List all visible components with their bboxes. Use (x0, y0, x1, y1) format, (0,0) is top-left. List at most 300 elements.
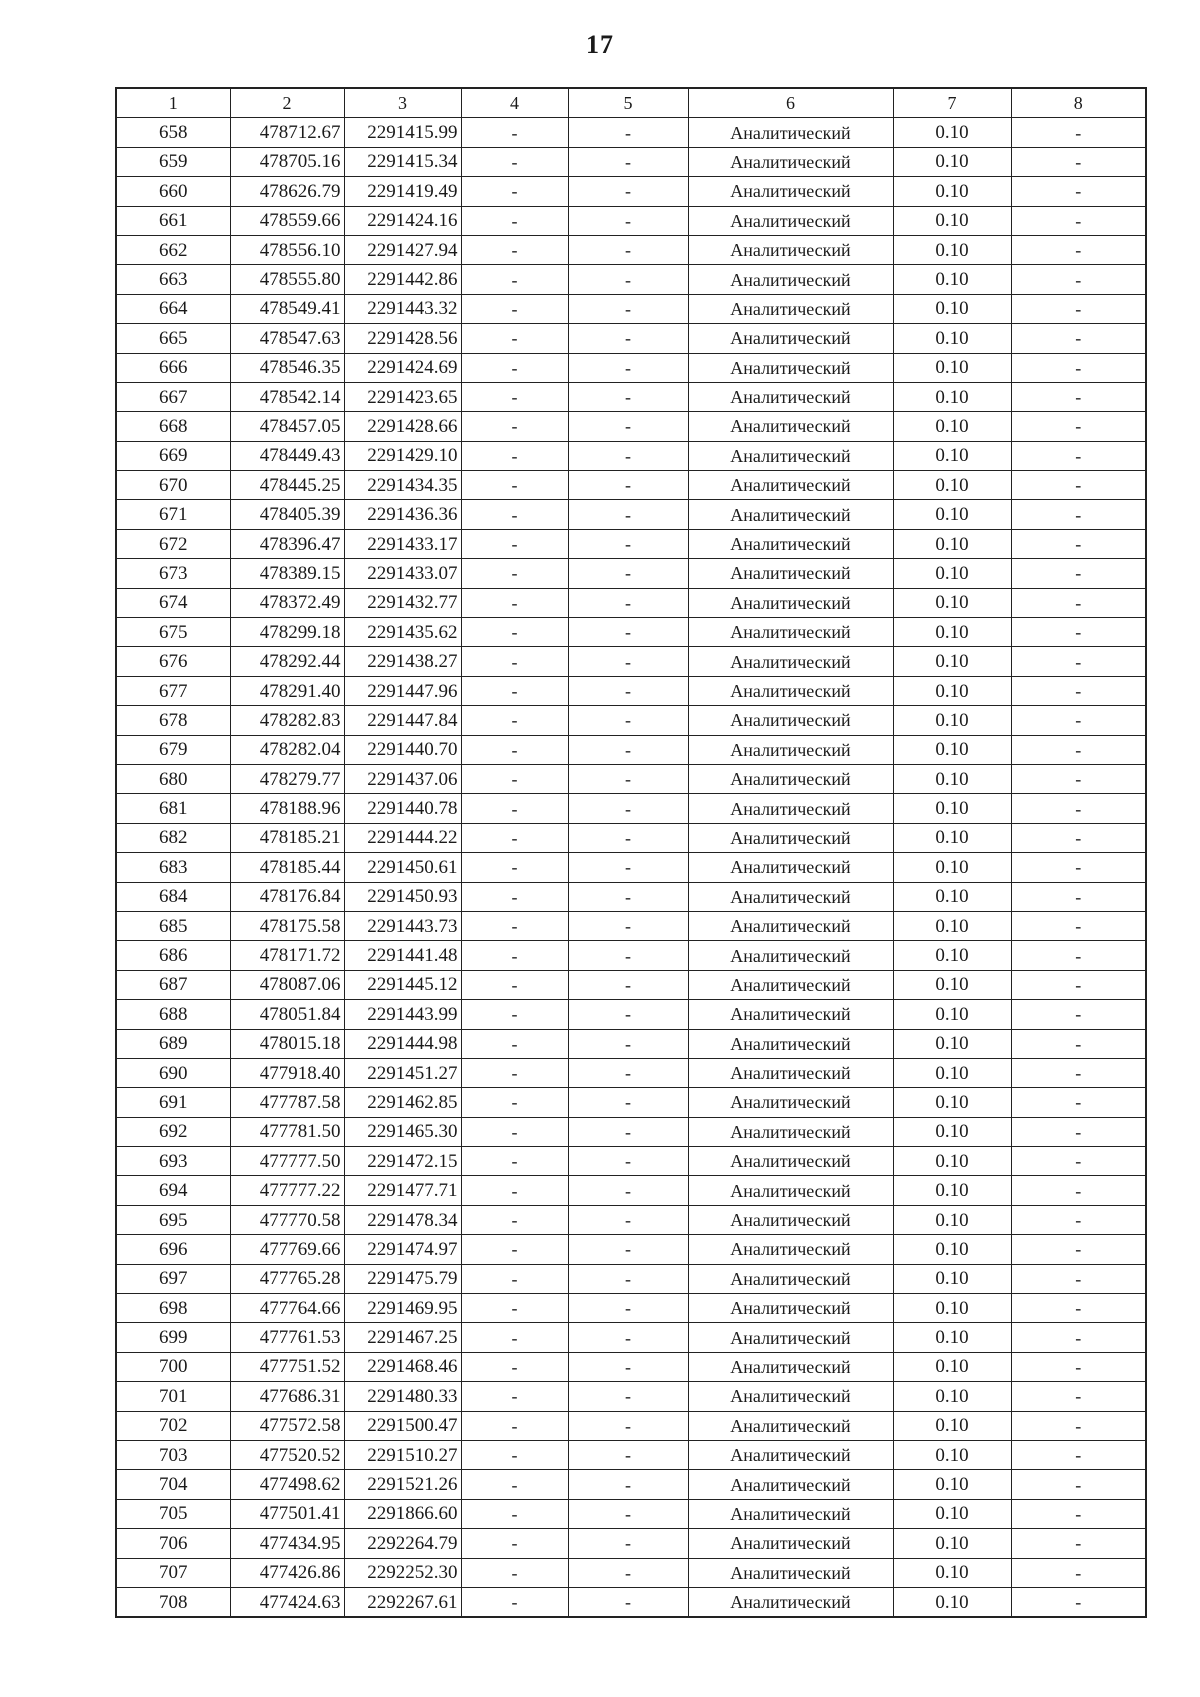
cell-accuracy: 0.10 (893, 823, 1011, 852)
cell-method: Аналитический (688, 529, 893, 558)
cell-method: Аналитический (688, 1558, 893, 1587)
table-row (116, 1205, 1146, 1234)
cell-y-coordinate: 2292264.79 (344, 1529, 461, 1558)
table-row (116, 1147, 1146, 1176)
table-row (116, 676, 1146, 705)
cell-col-8: - (1011, 1205, 1146, 1234)
cell-col-5: - (568, 970, 688, 999)
cell-col-5: - (568, 206, 688, 235)
cell-col-8: - (1011, 588, 1146, 617)
cell-col-5: - (568, 529, 688, 558)
cell-y-coordinate: 2291432.77 (344, 588, 461, 617)
cell-y-coordinate: 2291415.34 (344, 147, 461, 176)
cell-x-coordinate: 478087.06 (230, 970, 344, 999)
cell-accuracy: 0.10 (893, 853, 1011, 882)
cell-method: Аналитический (688, 794, 893, 823)
cell-col-5: - (568, 177, 688, 206)
cell-point-number: 705 (116, 1499, 230, 1528)
cell-y-coordinate: 2291462.85 (344, 1088, 461, 1117)
cell-col-4: - (461, 794, 568, 823)
cell-y-coordinate: 2291866.60 (344, 1499, 461, 1528)
cell-col-4: - (461, 412, 568, 441)
cell-col-5: - (568, 882, 688, 911)
table-row (116, 441, 1146, 470)
table-row (116, 735, 1146, 764)
cell-col-8: - (1011, 853, 1146, 882)
cell-col-8: - (1011, 559, 1146, 588)
cell-col-4: - (461, 559, 568, 588)
cell-x-coordinate: 478015.18 (230, 1029, 344, 1058)
cell-point-number: 699 (116, 1323, 230, 1352)
cell-accuracy: 0.10 (893, 735, 1011, 764)
cell-x-coordinate: 477424.63 (230, 1587, 344, 1617)
cell-accuracy: 0.10 (893, 1558, 1011, 1587)
cell-col-8: - (1011, 970, 1146, 999)
cell-point-number: 660 (116, 177, 230, 206)
cell-col-4: - (461, 1000, 568, 1029)
cell-col-4: - (461, 1587, 568, 1617)
cell-x-coordinate: 477426.86 (230, 1558, 344, 1587)
cell-col-5: - (568, 588, 688, 617)
cell-point-number: 671 (116, 500, 230, 529)
cell-accuracy: 0.10 (893, 1029, 1011, 1058)
cell-y-coordinate: 2291424.69 (344, 353, 461, 382)
cell-x-coordinate: 478449.43 (230, 441, 344, 470)
column-header-6: 6 (688, 88, 893, 118)
table-row (116, 764, 1146, 793)
cell-point-number: 694 (116, 1176, 230, 1205)
cell-accuracy: 0.10 (893, 471, 1011, 500)
table-row (116, 1117, 1146, 1146)
cell-accuracy: 0.10 (893, 382, 1011, 411)
cell-method: Аналитический (688, 559, 893, 588)
cell-col-8: - (1011, 1323, 1146, 1352)
cell-point-number: 692 (116, 1117, 230, 1146)
table-row (116, 1029, 1146, 1058)
cell-y-coordinate: 2292267.61 (344, 1587, 461, 1617)
table-row (116, 706, 1146, 735)
cell-y-coordinate: 2291428.66 (344, 412, 461, 441)
cell-point-number: 668 (116, 412, 230, 441)
cell-col-8: - (1011, 206, 1146, 235)
cell-point-number: 686 (116, 941, 230, 970)
table-row (116, 235, 1146, 264)
cell-method: Аналитический (688, 1147, 893, 1176)
cell-method: Аналитический (688, 735, 893, 764)
cell-col-8: - (1011, 911, 1146, 940)
cell-point-number: 706 (116, 1529, 230, 1558)
cell-col-4: - (461, 324, 568, 353)
cell-x-coordinate: 477918.40 (230, 1058, 344, 1087)
table-row (116, 1000, 1146, 1029)
cell-method: Аналитический (688, 941, 893, 970)
cell-col-4: - (461, 1147, 568, 1176)
cell-accuracy: 0.10 (893, 1235, 1011, 1264)
cell-y-coordinate: 2291444.22 (344, 823, 461, 852)
cell-y-coordinate: 2291475.79 (344, 1264, 461, 1293)
table-row (116, 529, 1146, 558)
cell-point-number: 681 (116, 794, 230, 823)
cell-col-5: - (568, 1529, 688, 1558)
table-row (116, 500, 1146, 529)
cell-y-coordinate: 2291437.06 (344, 764, 461, 793)
table-row (116, 353, 1146, 382)
cell-point-number: 672 (116, 529, 230, 558)
cell-accuracy: 0.10 (893, 676, 1011, 705)
cell-point-number: 701 (116, 1382, 230, 1411)
cell-method: Аналитический (688, 853, 893, 882)
cell-y-coordinate: 2291447.84 (344, 706, 461, 735)
cell-col-4: - (461, 206, 568, 235)
cell-col-5: - (568, 294, 688, 323)
cell-y-coordinate: 2291429.10 (344, 441, 461, 470)
cell-col-4: - (461, 970, 568, 999)
cell-col-4: - (461, 235, 568, 264)
cell-accuracy: 0.10 (893, 1264, 1011, 1293)
cell-method: Аналитический (688, 206, 893, 235)
cell-method: Аналитический (688, 471, 893, 500)
cell-col-4: - (461, 1294, 568, 1323)
cell-col-8: - (1011, 177, 1146, 206)
cell-x-coordinate: 478282.04 (230, 735, 344, 764)
cell-x-coordinate: 478445.25 (230, 471, 344, 500)
cell-method: Аналитический (688, 1117, 893, 1146)
cell-accuracy: 0.10 (893, 500, 1011, 529)
table-row (116, 1587, 1146, 1617)
cell-method: Аналитический (688, 1176, 893, 1205)
cell-y-coordinate: 2291443.99 (344, 1000, 461, 1029)
cell-y-coordinate: 2291424.16 (344, 206, 461, 235)
cell-accuracy: 0.10 (893, 1147, 1011, 1176)
table-row (116, 559, 1146, 588)
cell-col-4: - (461, 1558, 568, 1587)
cell-method: Аналитический (688, 676, 893, 705)
cell-col-5: - (568, 1499, 688, 1528)
cell-col-4: - (461, 735, 568, 764)
cell-point-number: 658 (116, 118, 230, 147)
cell-col-5: - (568, 1411, 688, 1440)
cell-col-5: - (568, 735, 688, 764)
cell-y-coordinate: 2291465.30 (344, 1117, 461, 1146)
cell-accuracy: 0.10 (893, 794, 1011, 823)
cell-method: Аналитический (688, 177, 893, 206)
cell-col-5: - (568, 1029, 688, 1058)
cell-col-4: - (461, 471, 568, 500)
cell-x-coordinate: 477770.58 (230, 1205, 344, 1234)
cell-col-8: - (1011, 735, 1146, 764)
cell-col-8: - (1011, 471, 1146, 500)
cell-y-coordinate: 2291428.56 (344, 324, 461, 353)
cell-col-5: - (568, 764, 688, 793)
cell-x-coordinate: 477520.52 (230, 1440, 344, 1469)
cell-col-8: - (1011, 235, 1146, 264)
cell-y-coordinate: 2291447.96 (344, 676, 461, 705)
cell-col-5: - (568, 559, 688, 588)
cell-col-8: - (1011, 1264, 1146, 1293)
cell-y-coordinate: 2291442.86 (344, 265, 461, 294)
cell-method: Аналитический (688, 1411, 893, 1440)
cell-col-4: - (461, 1352, 568, 1381)
cell-col-4: - (461, 1499, 568, 1528)
cell-col-8: - (1011, 382, 1146, 411)
cell-x-coordinate: 478176.84 (230, 882, 344, 911)
cell-y-coordinate: 2291440.70 (344, 735, 461, 764)
cell-x-coordinate: 478171.72 (230, 941, 344, 970)
cell-col-5: - (568, 941, 688, 970)
column-header-7: 7 (893, 88, 1011, 118)
cell-x-coordinate: 477781.50 (230, 1117, 344, 1146)
cell-col-4: - (461, 353, 568, 382)
cell-y-coordinate: 2291443.32 (344, 294, 461, 323)
cell-x-coordinate: 477777.50 (230, 1147, 344, 1176)
cell-point-number: 695 (116, 1205, 230, 1234)
cell-method: Аналитический (688, 647, 893, 676)
table-row (116, 177, 1146, 206)
cell-accuracy: 0.10 (893, 1382, 1011, 1411)
cell-x-coordinate: 478185.44 (230, 853, 344, 882)
cell-x-coordinate: 478626.79 (230, 177, 344, 206)
cell-col-5: - (568, 1058, 688, 1087)
cell-accuracy: 0.10 (893, 441, 1011, 470)
cell-x-coordinate: 478559.66 (230, 206, 344, 235)
cell-x-coordinate: 477751.52 (230, 1352, 344, 1381)
column-header-2: 2 (230, 88, 344, 118)
table-header-row (116, 88, 1146, 118)
cell-accuracy: 0.10 (893, 588, 1011, 617)
cell-point-number: 707 (116, 1558, 230, 1587)
cell-col-8: - (1011, 1529, 1146, 1558)
cell-y-coordinate: 2291480.33 (344, 1382, 461, 1411)
cell-col-5: - (568, 1470, 688, 1499)
cell-accuracy: 0.10 (893, 147, 1011, 176)
cell-accuracy: 0.10 (893, 1294, 1011, 1323)
cell-col-5: - (568, 1264, 688, 1293)
cell-accuracy: 0.10 (893, 559, 1011, 588)
table-row (116, 294, 1146, 323)
cell-x-coordinate: 478185.21 (230, 823, 344, 852)
cell-method: Аналитический (688, 1088, 893, 1117)
cell-point-number: 703 (116, 1440, 230, 1469)
cell-y-coordinate: 2291445.12 (344, 970, 461, 999)
cell-x-coordinate: 477765.28 (230, 1264, 344, 1293)
cell-x-coordinate: 478549.41 (230, 294, 344, 323)
column-header-8: 8 (1011, 88, 1146, 118)
cell-x-coordinate: 478556.10 (230, 235, 344, 264)
cell-x-coordinate: 478705.16 (230, 147, 344, 176)
column-header-1: 1 (116, 88, 230, 118)
cell-col-4: - (461, 1205, 568, 1234)
cell-point-number: 678 (116, 706, 230, 735)
cell-accuracy: 0.10 (893, 1176, 1011, 1205)
cell-x-coordinate: 478457.05 (230, 412, 344, 441)
cell-x-coordinate: 478389.15 (230, 559, 344, 588)
cell-col-5: - (568, 1352, 688, 1381)
cell-col-8: - (1011, 1382, 1146, 1411)
cell-x-coordinate: 478396.47 (230, 529, 344, 558)
cell-col-8: - (1011, 1470, 1146, 1499)
cell-col-8: - (1011, 764, 1146, 793)
cell-point-number: 670 (116, 471, 230, 500)
cell-point-number: 675 (116, 618, 230, 647)
cell-point-number: 680 (116, 764, 230, 793)
cell-y-coordinate: 2291450.61 (344, 853, 461, 882)
cell-method: Аналитический (688, 764, 893, 793)
cell-point-number: 679 (116, 735, 230, 764)
cell-y-coordinate: 2291436.36 (344, 500, 461, 529)
cell-col-8: - (1011, 1411, 1146, 1440)
cell-x-coordinate: 478299.18 (230, 618, 344, 647)
cell-col-5: - (568, 1294, 688, 1323)
cell-col-4: - (461, 1058, 568, 1087)
cell-col-4: - (461, 647, 568, 676)
cell-x-coordinate: 478547.63 (230, 324, 344, 353)
cell-col-8: - (1011, 529, 1146, 558)
cell-method: Аналитический (688, 1440, 893, 1469)
cell-col-4: - (461, 382, 568, 411)
cell-method: Аналитический (688, 441, 893, 470)
cell-point-number: 662 (116, 235, 230, 264)
cell-accuracy: 0.10 (893, 1440, 1011, 1469)
cell-method: Аналитический (688, 353, 893, 382)
cell-method: Аналитический (688, 294, 893, 323)
cell-accuracy: 0.10 (893, 294, 1011, 323)
cell-accuracy: 0.10 (893, 118, 1011, 147)
cell-col-8: - (1011, 1352, 1146, 1381)
table-row (116, 647, 1146, 676)
cell-col-5: - (568, 1440, 688, 1469)
cell-col-5: - (568, 1205, 688, 1234)
table-row (116, 1382, 1146, 1411)
cell-method: Аналитический (688, 324, 893, 353)
table-row (116, 1264, 1146, 1293)
cell-accuracy: 0.10 (893, 1000, 1011, 1029)
cell-accuracy: 0.10 (893, 1117, 1011, 1146)
cell-y-coordinate: 2291438.27 (344, 647, 461, 676)
cell-col-8: - (1011, 1235, 1146, 1264)
cell-col-8: - (1011, 294, 1146, 323)
cell-col-8: - (1011, 1058, 1146, 1087)
cell-y-coordinate: 2291423.65 (344, 382, 461, 411)
table-row (116, 1176, 1146, 1205)
cell-x-coordinate: 477769.66 (230, 1235, 344, 1264)
cell-accuracy: 0.10 (893, 618, 1011, 647)
cell-y-coordinate: 2291474.97 (344, 1235, 461, 1264)
cell-col-5: - (568, 235, 688, 264)
cell-method: Аналитический (688, 882, 893, 911)
cell-col-8: - (1011, 1117, 1146, 1146)
cell-col-4: - (461, 500, 568, 529)
cell-x-coordinate: 477686.31 (230, 1382, 344, 1411)
cell-col-4: - (461, 676, 568, 705)
table-row (116, 1323, 1146, 1352)
cell-method: Аналитический (688, 1323, 893, 1352)
cell-point-number: 673 (116, 559, 230, 588)
cell-y-coordinate: 2291440.78 (344, 794, 461, 823)
cell-method: Аналитический (688, 1205, 893, 1234)
cell-y-coordinate: 2291433.17 (344, 529, 461, 558)
cell-col-8: - (1011, 1440, 1146, 1469)
table-row (116, 1411, 1146, 1440)
table-row (116, 1558, 1146, 1587)
cell-col-4: - (461, 1411, 568, 1440)
cell-x-coordinate: 477761.53 (230, 1323, 344, 1352)
cell-method: Аналитический (688, 382, 893, 411)
cell-col-4: - (461, 764, 568, 793)
cell-point-number: 691 (116, 1088, 230, 1117)
cell-col-4: - (461, 1235, 568, 1264)
cell-point-number: 659 (116, 147, 230, 176)
cell-x-coordinate: 478279.77 (230, 764, 344, 793)
table-row (116, 324, 1146, 353)
cell-method: Аналитический (688, 1499, 893, 1528)
cell-x-coordinate: 477434.95 (230, 1529, 344, 1558)
cell-col-8: - (1011, 1499, 1146, 1528)
cell-method: Аналитический (688, 1529, 893, 1558)
cell-col-8: - (1011, 1000, 1146, 1029)
cell-method: Аналитический (688, 1235, 893, 1264)
cell-x-coordinate: 478405.39 (230, 500, 344, 529)
cell-y-coordinate: 2291450.93 (344, 882, 461, 911)
cell-col-4: - (461, 1088, 568, 1117)
cell-method: Аналитический (688, 118, 893, 147)
cell-y-coordinate: 2291510.27 (344, 1440, 461, 1469)
cell-col-8: - (1011, 794, 1146, 823)
cell-col-4: - (461, 1029, 568, 1058)
cell-col-5: - (568, 1558, 688, 1587)
cell-method: Аналитический (688, 1470, 893, 1499)
cell-accuracy: 0.10 (893, 529, 1011, 558)
cell-x-coordinate: 478712.67 (230, 118, 344, 147)
table-row (116, 941, 1146, 970)
cell-col-4: - (461, 294, 568, 323)
cell-point-number: 696 (116, 1235, 230, 1264)
cell-point-number: 697 (116, 1264, 230, 1293)
cell-col-5: - (568, 823, 688, 852)
table-body (116, 118, 1146, 1617)
cell-col-4: - (461, 1176, 568, 1205)
cell-x-coordinate: 478188.96 (230, 794, 344, 823)
table-row (116, 1294, 1146, 1323)
table-row (116, 412, 1146, 441)
cell-y-coordinate: 2291468.46 (344, 1352, 461, 1381)
cell-point-number: 690 (116, 1058, 230, 1087)
table-row (116, 794, 1146, 823)
cell-method: Аналитический (688, 1264, 893, 1293)
cell-col-5: - (568, 412, 688, 441)
table-row (116, 1529, 1146, 1558)
cell-point-number: 685 (116, 911, 230, 940)
cell-point-number: 684 (116, 882, 230, 911)
column-header-5: 5 (568, 88, 688, 118)
cell-col-4: - (461, 706, 568, 735)
cell-accuracy: 0.10 (893, 647, 1011, 676)
cell-col-8: - (1011, 441, 1146, 470)
cell-point-number: 677 (116, 676, 230, 705)
table-row (116, 1058, 1146, 1087)
cell-accuracy: 0.10 (893, 911, 1011, 940)
cell-col-8: - (1011, 118, 1146, 147)
table-row (116, 1499, 1146, 1528)
cell-col-5: - (568, 1235, 688, 1264)
cell-y-coordinate: 2291433.07 (344, 559, 461, 588)
cell-point-number: 700 (116, 1352, 230, 1381)
cell-col-8: - (1011, 618, 1146, 647)
cell-col-5: - (568, 500, 688, 529)
cell-col-5: - (568, 441, 688, 470)
cell-method: Аналитический (688, 618, 893, 647)
column-header-3: 3 (344, 88, 461, 118)
cell-col-4: - (461, 1264, 568, 1293)
